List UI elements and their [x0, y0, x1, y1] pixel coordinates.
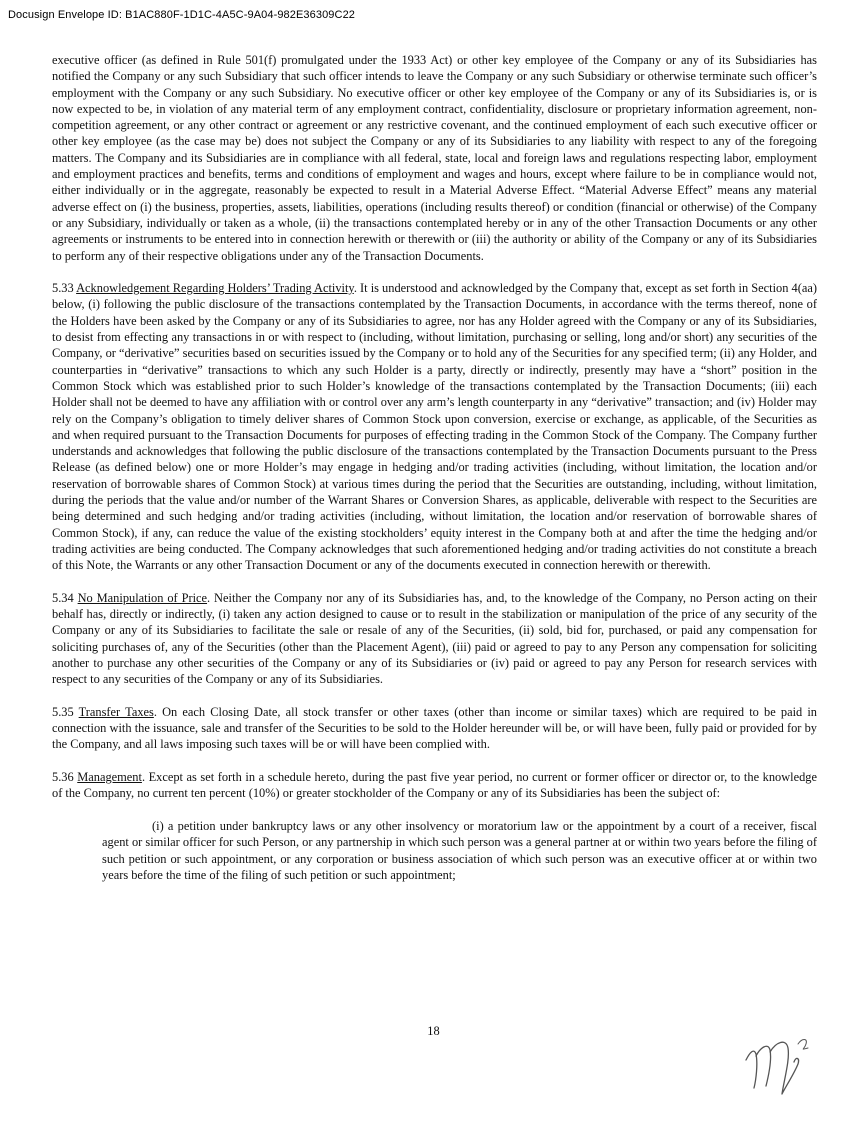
section-text: . It is understood and acknowledged by the Company that, except as set forth in Section 4(aa) below, (i) following the public disclosure of the transactions contemplated by the Transaction Documents, in accordance with the terms thereof, none of the Holders have been asked by the Company or any of its Subsidiaries to agree, nor has any Holder agreed with the Company or any of its Subsidiaries, to desist from effecting any transactions in or with respect to (including, without limitation, purchasing or selling, long and/or short) any securities of the Company, or “derivative” securities based on securities issued by the Company or to hold any of the Securities for any specified term; (ii) any Holder, and counterparties in “derivative” transactions to which any such Holder is a party, directly or indirectly, presently may have a “short” position in the Common Stock which was established prior to such Holder’s knowledge of the transactions contemplated by the Transaction Documents; (iii) each Holder shall not be deemed to have any affiliation with or control over any arm’s length counterparty in any “derivative” transaction; and (iv) Holder may rely on the Company’s obligation to timely deliver shares of Common Stock upon conversion, exercise or exchange, as applicable, of the Securities as and when required pursuant to the Transaction Documents for purposes of effecting trading in the Common Stock of the Company. The Company further understands and acknowledges that following the public disclosure of the transactions contemplated by the Transaction Documents pursuant to the Press Release (as defined below) one or more Holder’s may engage in hedging and/or trading activities (including, without limitation, the location and/or reservation of borrowable shares of Common Stock) at various times during the period that the Securities are outstanding, including, without limitation, during the periods that the value and/or number of the Warrant Shares or Conversion Shares, as applicable, deliverable with respect to the Securities are being determined and such hedging and/or trading activities (including, without limitation, the location and/or reservation of borrowable shares of Common Stock), if any, can reduce the value of the existing stockholders’ equity interest in the Company both at and after the time the hedging and/or trading activities are being conducted. The Company acknowledges that such aforementioned hedging and/or trading activities do not constitute a breach of this Note, the Warrants or any other Transaction Document or any of the documents executed in connection herewith or therewith.	[52, 281, 817, 573]
section-number: 5.35	[52, 704, 74, 719]
section-heading: No Manipulation of Price	[77, 590, 208, 605]
section-text: . Neither the Company nor any of its Subsidiaries has, and, to the knowledge of the Company, no Person acting on their behalf has, directly or indirectly, (i) taken any action designed to cause or to result in the stabilization or manipulation of the price of any security of the Company or any of its Subsidiaries to facilitate the sale or resale of any of the Securities, (ii) sold, bid for, purchased, or paid any compensation for soliciting purchases of, any of the Securities (other than the Placement Agent), (iii) paid or agreed to pay to any Person any compensation for soliciting another to purchase any other securities of the Company or any of its Subsidiaries or (iv) paid or agreed to pay any Person for research services with respect to any securities of the Company or any of its Subsidiaries.	[52, 590, 817, 687]
section-5-34	[52, 590, 817, 688]
section-number: 5.34	[52, 590, 74, 605]
section-5-35	[52, 704, 817, 753]
section-heading: Management	[77, 770, 142, 785]
paragraph-5-32-continued: executive officer (as defined in Rule 501(f) promulgated under the 1933 Act) or other key employee of the Company or any of its Subsidiaries has notified the Company or any such Subsidiary that such officer intends to leave the Company or any such Subsidiary or otherwise terminate such officer’s employment with the Company or any such Subsidiary. No executive officer or other key employee of the Company or any of its Subsidiaries is, or is now expected to be, in violation of any material term of any employment contract, confidentiality, disclosure or proprietary information agreement, non-competition agreement, or any other contract or agreement or any restrictive covenant, and the continued employment of each such executive officer or other key employee (as the case may be) does not subject the Company or any of its Subsidiaries to any liability with respect to any of the foregoing matters. The Company and its Subsidiaries are in compliance with all federal, state, local and foreign laws and regulations respecting labor, employment and employment practices and benefits, terms and conditions of employment and wages and hours, except where failure to be in compliance would not, either individually or in the aggregate, reasonably be expected to result in a Material Adverse Effect. “Material Adverse Effect” means any material adverse effect on (i) the business, properties, assets, liabilities, operations (including results thereof) or condition (financial or otherwise) of the Company or any Subsidiary, individually or taken as a whole, (ii) the transactions contemplated hereby or in any of the other Transaction Documents or any other agreements or instruments to be entered into in connection herewith or therewith or (iii) the authority or ability of the Company or any of its Subsidiaries to perform any of their respective obligations under any of the Transaction Documents.	[52, 53, 817, 263]
page-number: 18	[427, 1024, 440, 1038]
section-text: . On each Closing Date, all stock transfer or other taxes (other than income or similar taxes) which are required to be paid in connection with the issuance, sale and transfer of the Securities to be sold to the Holder hereunder will be, or will have been, fully paid or provided for by the Company, and all laws imposing such taxes will be or will have been complied with.	[52, 704, 818, 752]
section-heading: Transfer Taxes	[78, 704, 154, 719]
docusign-envelope-id: Docusign Envelope ID: B1AC880F-1D1C-4A5C-9A04-982E36309C22	[8, 9, 355, 21]
section-number: 5.33	[52, 281, 74, 296]
section-number: 5.36	[52, 770, 74, 785]
section-5-33	[52, 280, 817, 573]
section-5-36	[52, 769, 817, 802]
section-heading: Acknowledgement Regarding Holders’ Trading Activity	[76, 281, 354, 296]
list-item-i: (i) a petition under bankruptcy laws or any other insolvency or moratorium law or the appointment by a court of a receiver, fiscal agent or similar officer for such Person, or any partnership in which such person was a general partner at or within two years before the filing of such petition or such appointment, or any corporation or business association of which such person was an executive officer at or within two years before the time of the filing of such petition or such appointment;	[102, 818, 817, 882]
document-body	[52, 52, 817, 883]
handwritten-initials-icon	[738, 1030, 828, 1100]
section-text: . Except as set forth in a schedule hereto, during the past five year period, no current or former officer or director or, to the knowledge of the Company, no current ten percent (10%) or greater stockholder of the Company or any of its Subsidiaries has been the subject of:	[52, 770, 817, 801]
